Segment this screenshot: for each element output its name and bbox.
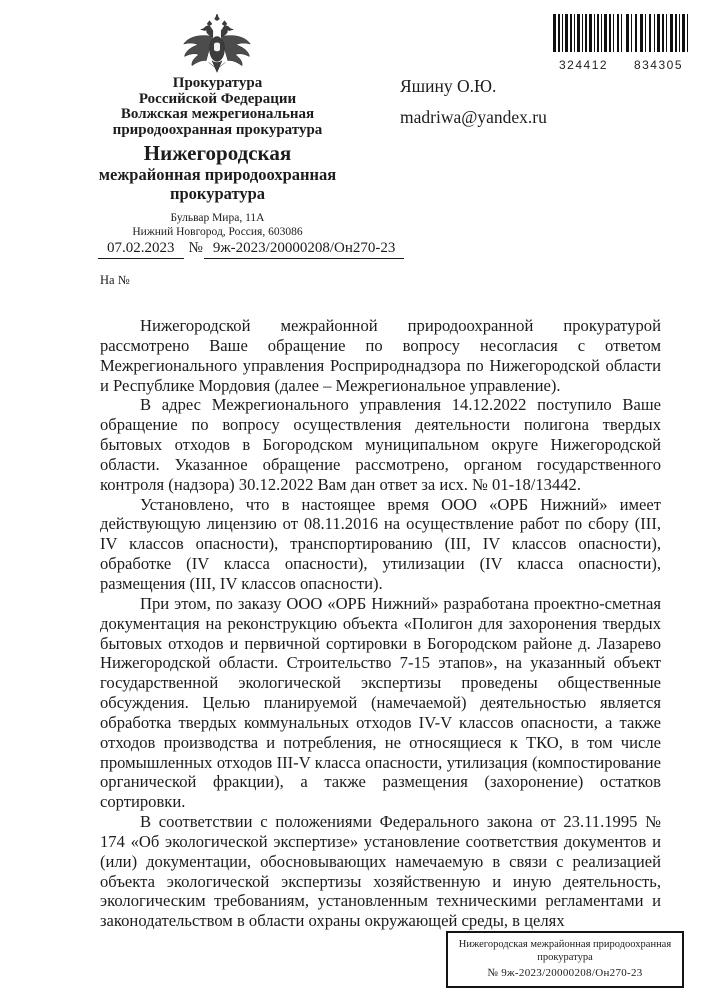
reference-number: 9ж-2023/20000208/Он270-23 [204,240,405,259]
letterhead-org-line: Прокуратура [172,75,263,91]
letterhead-org-line: природоохранная прокуратура [112,121,323,138]
recipient-email: madriwa@yandex.ru [400,107,547,127]
barcode-digits-right: 834305 [633,58,683,72]
body-paragraph: В адрес Межрегионального управления 14.12.2022 поступило Ваше обращение по вопросу осуществления деятельности полигона твердых бытовых отходов в Богородском муниципальном округе Нижегородской области. Указанное обращение рассмотрено, органом государственного контроля (надзора) 30.12.2022 Вам дан ответ за исх. № 01-18/13442. [100,395,661,494]
recipient-block [400,76,547,127]
registration-stamp [446,931,684,988]
org-address-line1: Бульвар Мира, 11А [170,212,265,224]
barcode-bars-icon [553,14,689,52]
letter-body [100,316,661,931]
org-name-large: Нижегородская [143,141,292,165]
body-paragraph: Нижегородской межрайонной природоохранной прокуратурой рассмотрено Ваше обращение по вопросу несогласия с ответом Межрегионального управления Росприроднадзора по Нижегородской области и Республике Мордовия (далее – Межрегиональное управление). [100,316,661,395]
stamp-org-name: Нижегородская межрайонная природоохранная прокуратура [458,939,672,963]
org-name-rest: межрайонная природоохранная прокуратура [98,165,337,203]
double-headed-eagle-icon [175,14,259,74]
stamp-number: № 9ж-2023/20000208/Он270-23 [487,967,643,979]
letterhead-org-line: Российской Федерации [138,90,297,107]
coat-of-arms-emblem [175,14,259,74]
recipient-name: Яшину О.Ю. [400,76,497,96]
barcode-digits-left: 324412 [559,58,609,72]
body-paragraph: В соответствии с положениями Федерального закона от 23.11.1995 № 174 «Об экологической экспертизе» установление соответствия документов и (или) документации, обосновывающих намечаемую в связи с реализацией объекта экологической экспертизы хозяйственную и иную деятельность, экологическим требованиям, установленным техническими регламентами и законодательством в области охраны окружающей среды, в целях [100,812,661,931]
body-paragraph: При этом, по заказу ООО «ОРБ Нижний» разработана проектно-сметная документация на реконструкцию объекта «Полигон для захоронения твердых бытовых отходов и первичной сортировки в Богородском районе д. Лазарево Нижегородской области. Строительство 7-15 этапов», на указанный объект государственной экологической экспертизы проведены общественные обсуждения. Целью планируемой (намечаемой) деятельностью является обработка твердых коммунальных отходов IV-V классов опасности, а также отходов производства и потребления, не относящиеся к ТКО, в том числе промышленных отходов III-V класса опасности, утилизация (компостирование органической фракции), а также размещения (захоронение) остатков сортировки. [100,593,661,812]
reply-to-number-label: На № [100,273,130,287]
barcode-digits [553,58,689,72]
letterhead [35,76,400,239]
reference-date: 07.02.2023 [98,240,184,259]
reference-number-sign: № [188,240,203,256]
body-paragraph: Установлено, что в настоящее время ООО «ОРБ Нижний» имеет действующую лицензию от 08.11.2016 на осуществление работ по сбору (III, IV классов опасности), транспортированию (III, IV классов опасности), обработке (IV класса опасности), утилизации (IV класса опасности), размещения (III, IV классов опасности). [100,494,661,593]
org-address [35,212,400,239]
reference-line [98,240,404,259]
letterhead-org-line: Волжская межрегиональная [120,106,315,122]
barcode [553,14,689,72]
org-address-line2: Нижний Новгород, Россия, 603086 [132,225,303,238]
